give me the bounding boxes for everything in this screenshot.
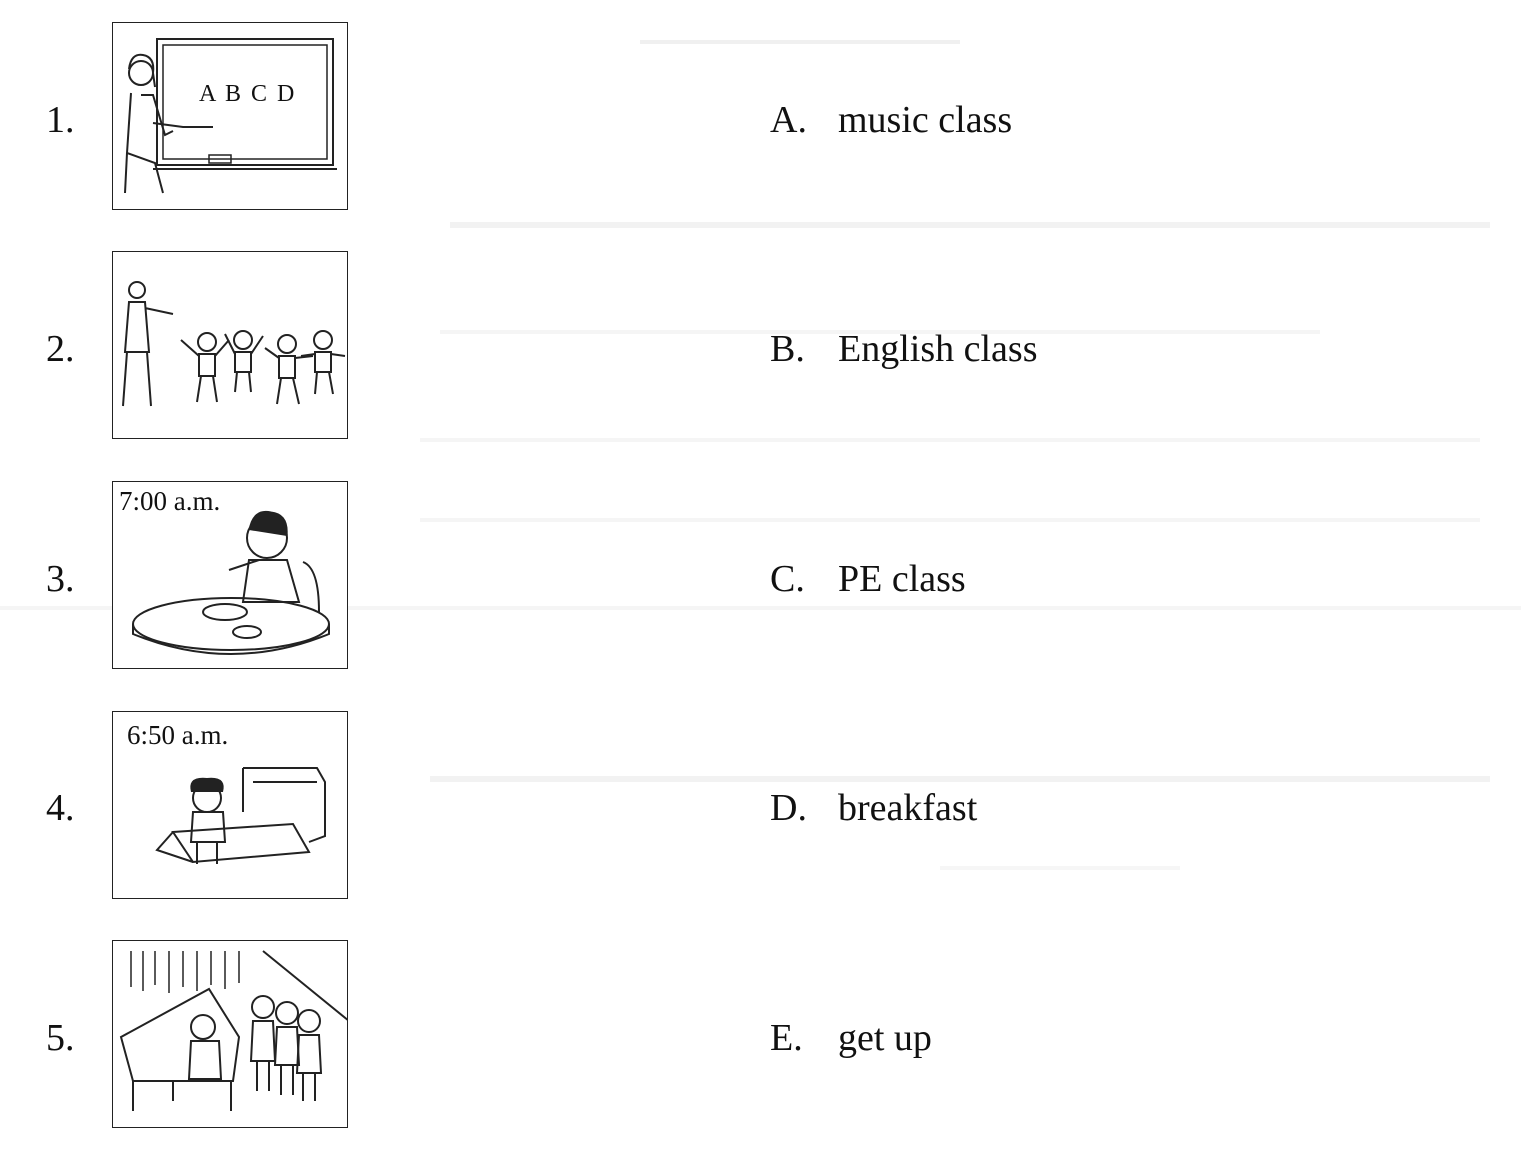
time-label: 7:00 a.m.	[119, 486, 221, 516]
option-a	[770, 98, 1012, 142]
picture-music-class	[112, 940, 348, 1128]
bleed-through-line	[940, 866, 1180, 870]
option-letter: A.	[770, 99, 807, 141]
option-c	[770, 557, 966, 601]
bleed-through-line	[450, 222, 1490, 228]
option-letter: B.	[770, 328, 805, 370]
item-number: 5.	[46, 1017, 75, 1059]
music-class-illustration	[113, 941, 348, 1128]
bleed-through-line	[420, 518, 1480, 522]
board-text: A B C D	[199, 81, 297, 107]
item-number: 2.	[46, 328, 75, 370]
option-letter: E.	[770, 1017, 803, 1059]
picture-breakfast	[112, 481, 348, 669]
option-text: get up	[838, 1017, 932, 1059]
option-text: PE class	[838, 558, 966, 600]
option-letter: D.	[770, 787, 807, 829]
picture-pe-exercise	[112, 251, 348, 439]
picture-teacher-blackboard	[112, 22, 348, 210]
item-number: 1.	[46, 99, 75, 141]
option-e	[770, 1016, 932, 1060]
option-text: English class	[838, 328, 1038, 370]
bleed-through-line	[420, 438, 1480, 442]
item-number: 4.	[46, 787, 75, 829]
bleed-through-line	[430, 776, 1490, 782]
option-b	[770, 327, 1037, 371]
pe-exercise-illustration	[113, 252, 348, 439]
bleed-through-line	[640, 40, 960, 44]
picture-get-up	[112, 711, 348, 899]
option-d	[770, 786, 977, 830]
time-label: 6:50 a.m.	[127, 720, 229, 750]
option-letter: C.	[770, 558, 805, 600]
item-number: 3.	[46, 558, 75, 600]
option-text: breakfast	[838, 787, 978, 829]
teacher-blackboard-illustration	[113, 23, 348, 210]
option-text: music class	[838, 99, 1013, 141]
